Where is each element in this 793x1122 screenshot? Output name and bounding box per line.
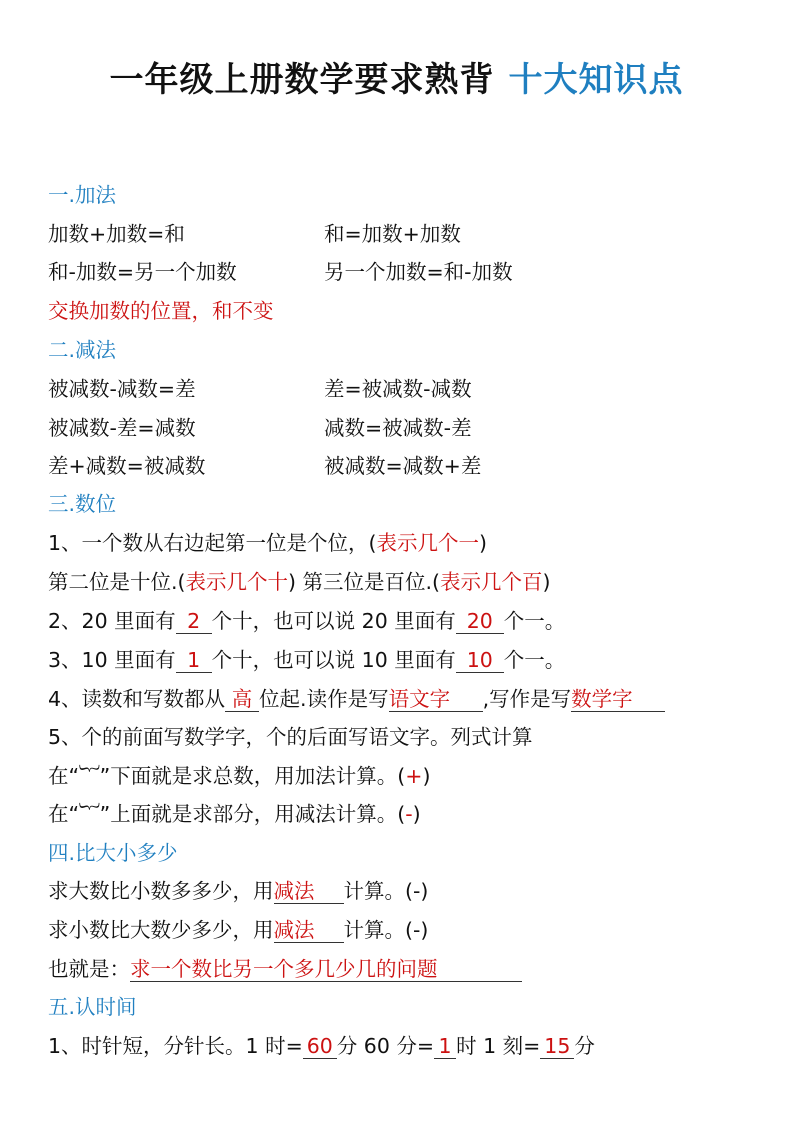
formula: 加数+加数=和 — [48, 222, 185, 246]
compare-line-2 — [48, 916, 428, 944]
fill-blank-answer: 15 — [540, 1034, 574, 1059]
title-main: 一年级上册数学要求熟背 — [109, 60, 495, 100]
subtraction-row-2: 被减数-差=减数 — [48, 416, 196, 440]
text: 计算。(-) — [343, 879, 429, 903]
addition-row-2-right: 另一个加数=和-加数 — [324, 260, 513, 284]
time-line-1 — [48, 1032, 595, 1060]
place-value-line-7 — [48, 762, 430, 790]
subtraction-row-1: 被减数-减数=差 — [48, 377, 196, 401]
section-heading-place-value: 三.数位 — [48, 492, 117, 516]
section-heading-time: 五.认时间 — [48, 995, 137, 1019]
place-value-line-4 — [48, 646, 565, 674]
text: 分 — [574, 1034, 595, 1058]
operator-sign: - — [405, 802, 413, 826]
fill-blank-answer: 60 — [303, 1034, 337, 1059]
text: ) 第三位是百位.( — [288, 570, 441, 594]
text: 个一。 — [503, 648, 566, 672]
text: 3、10 里面有 — [48, 648, 176, 672]
answer: 表示几个一 — [376, 531, 480, 555]
text: ) — [422, 764, 431, 788]
fill-blank-answer: 高 — [225, 687, 259, 712]
fill-blank-answer: 语文字 — [389, 687, 483, 712]
text: ) — [479, 531, 488, 555]
text: 第二位是十位.( — [48, 570, 186, 594]
text: 求大数比小数多多少，用 — [48, 879, 274, 903]
text: ) — [542, 570, 551, 594]
place-value-line-1 — [48, 529, 487, 557]
text: 计算。(-) — [343, 918, 429, 942]
addition-row-1-right: 和=加数+加数 — [324, 222, 461, 246]
text: 2、20 里面有 — [48, 609, 176, 633]
text: 分 60 分= — [336, 1034, 435, 1058]
text: 1、一个数从右边起第一位是个位，( — [48, 531, 377, 555]
fill-blank-answer: 2 — [176, 609, 212, 634]
subtraction-row-1-right: 差=被减数-减数 — [324, 377, 472, 401]
fill-blank-answer: 求一个数比另一个多几少几的问题 — [130, 957, 522, 982]
fill-blank-answer: 减法 — [274, 918, 344, 943]
text: 也就是： — [48, 957, 130, 981]
subtraction-row-2-right: 减数=被减数-差 — [324, 416, 472, 440]
fill-blank-answer: 10 — [456, 648, 504, 673]
text: ) — [412, 802, 421, 826]
fill-blank-answer: 数学字 — [571, 687, 665, 712]
text: 位起.读作是写 — [259, 687, 389, 711]
fill-blank-answer: 20 — [456, 609, 504, 634]
text: 个十，也可以说 20 里面有 — [211, 609, 456, 633]
addition-note: 交换加数的位置，和不变 — [48, 299, 274, 323]
page-title — [0, 52, 793, 101]
text: ,写作是写 — [482, 687, 572, 711]
place-value-line-2 — [48, 568, 551, 596]
subtraction-row-3-right: 被减数=减数+差 — [324, 454, 482, 478]
text: 个十，也可以说 10 里面有 — [211, 648, 456, 672]
answer: 表示几个百 — [440, 570, 543, 594]
text: 时 1 刻= — [456, 1034, 541, 1058]
addition-row-2: 和-加数=另一个加数 — [48, 260, 237, 284]
text: 在“︸”下面就是求总数，用加法计算。( — [48, 764, 406, 788]
fill-blank-answer: 1 — [434, 1034, 456, 1059]
compare-line-1 — [48, 877, 428, 905]
operator-sign: + — [405, 764, 423, 788]
place-value-line-3 — [48, 607, 565, 635]
section-heading-compare: 四.比大小多少 — [48, 841, 178, 865]
addition-row-1 — [48, 220, 185, 248]
place-value-line-6: 5、个的前面写数学字，个的后面写语文字。列式计算 — [48, 725, 533, 749]
subtraction-row-3: 差+减数=被减数 — [48, 454, 206, 478]
answer: 表示几个十 — [185, 570, 289, 594]
text: 1、时针短，分针长。1 时= — [48, 1034, 303, 1058]
place-value-line-5 — [48, 685, 665, 713]
fill-blank-answer: 1 — [176, 648, 212, 673]
section-heading-addition: 一.加法 — [48, 183, 117, 207]
compare-line-3 — [48, 955, 522, 983]
text: 4、读数和写数都从 — [48, 687, 226, 711]
fill-blank-answer: 减法 — [274, 879, 344, 904]
place-value-line-8 — [48, 800, 421, 828]
text: 求小数比大数少多少，用 — [48, 918, 274, 942]
text: 在“︸”上面就是求部分，用减法计算。( — [48, 802, 406, 826]
title-highlight: 十大知识点 — [508, 60, 684, 100]
text: 个一。 — [503, 609, 566, 633]
section-heading-subtraction: 二.减法 — [48, 338, 117, 362]
